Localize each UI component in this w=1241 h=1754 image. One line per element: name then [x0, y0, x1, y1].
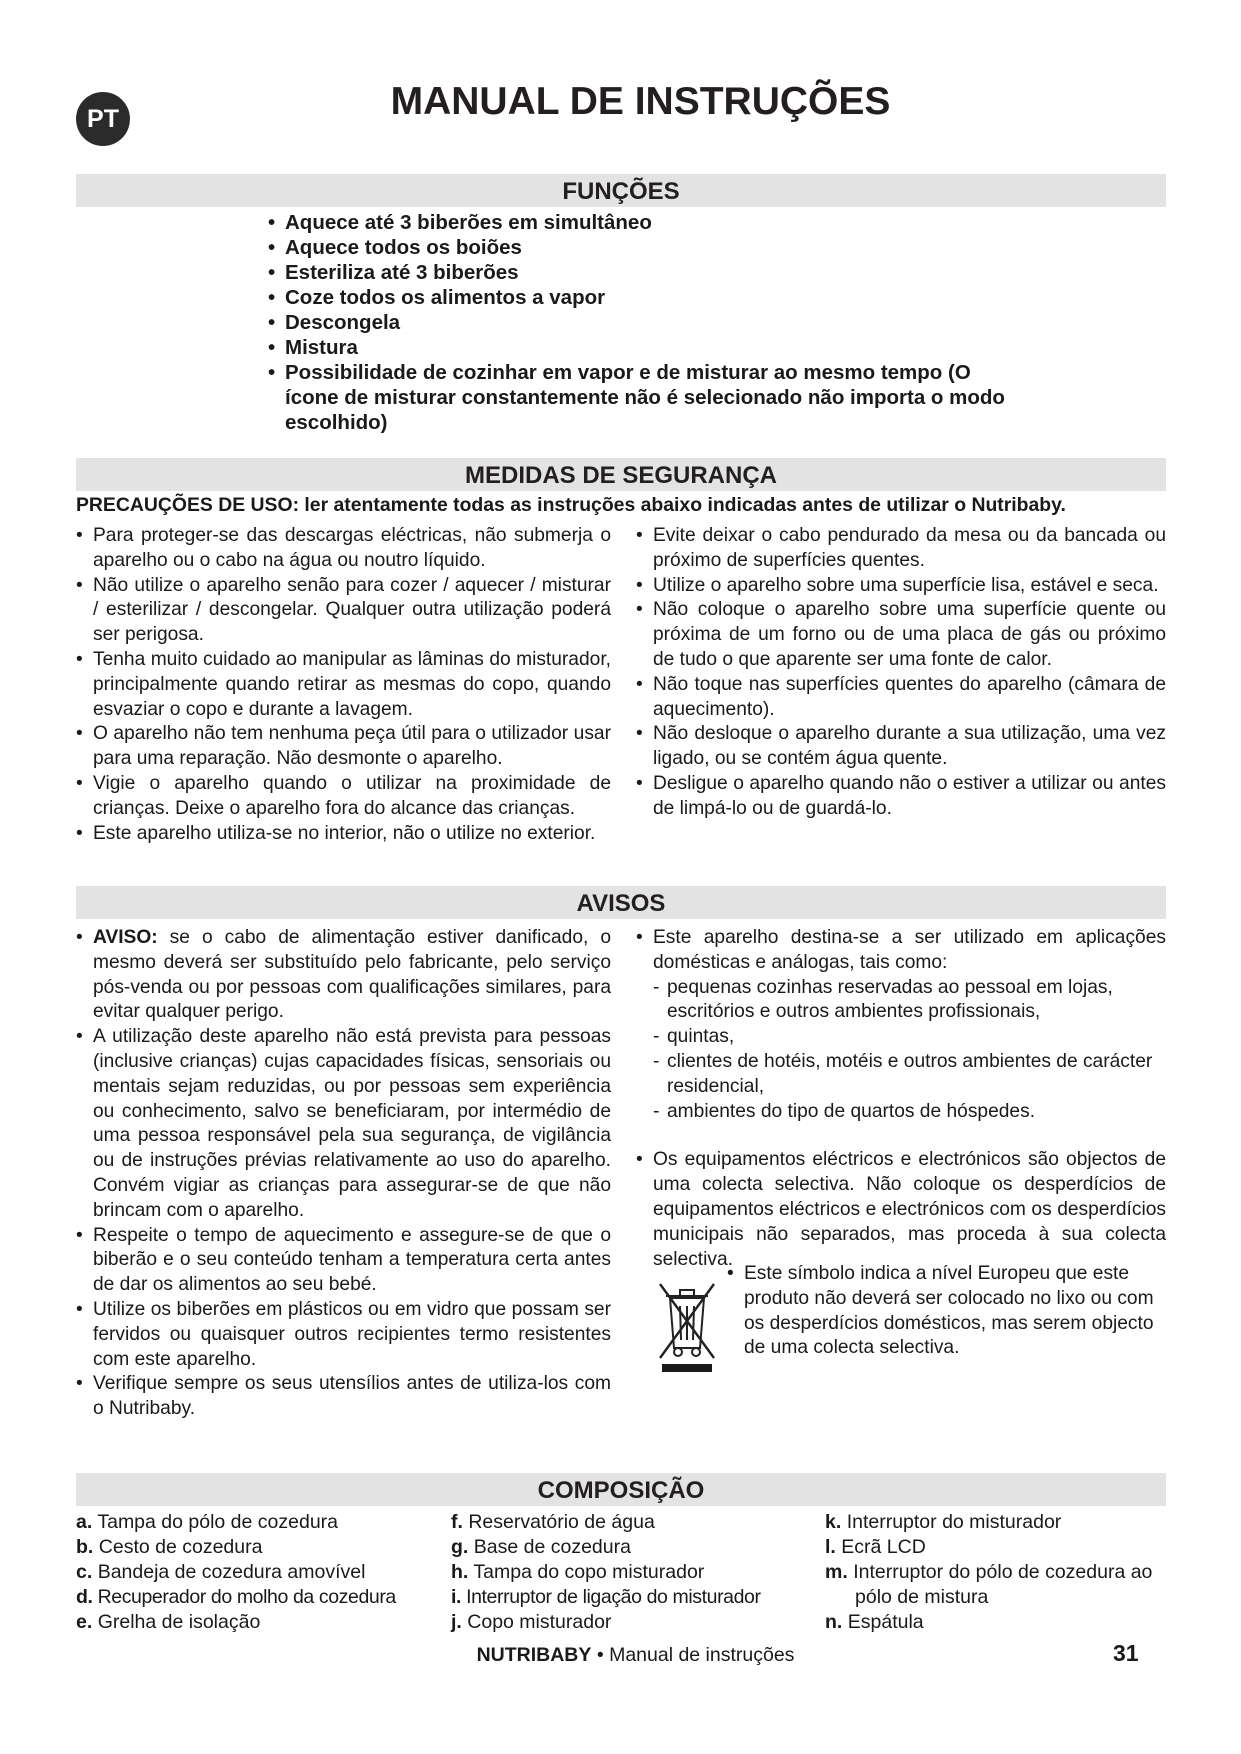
part-item: k. Interruptor do misturador: [825, 1511, 1062, 1533]
composicao-col-1: [76, 1510, 426, 1635]
section-heading-avisos: AVISOS: [76, 886, 1166, 919]
list-item: • Evite deixar o cabo pendurado da mesa ou da bancada ou próximo de superfícies quentes.: [636, 524, 1166, 574]
list-item: • Utilize os biberões em plásticos ou em vidro que possam ser fervidos ou quaisquer outros recipientes termo resistentes com este aparelho.: [76, 1298, 611, 1372]
list-item: • Tenha muito cuidado ao manipular as lâminas do misturador, principalmente quando retirar as mesmas do copo, quando esvaziar o copo e durante a lavagem.: [76, 648, 611, 722]
avisos-left-list: [76, 926, 611, 1422]
footer-brand: NUTRIBABY: [476, 1644, 592, 1666]
list-item: • Descongela: [268, 310, 1008, 335]
part-item: b. Cesto de cozedura: [76, 1536, 263, 1558]
composicao-col-2: [451, 1510, 806, 1635]
part-item: n. Espátula: [825, 1611, 924, 1633]
part-item: e. Grelha de isolação: [76, 1611, 261, 1633]
part-item: h. Tampa do copo misturador: [451, 1561, 705, 1583]
language-badge: PT: [76, 92, 130, 146]
weee-symbol-note: [727, 1262, 1167, 1361]
footer-separator: •: [591, 1644, 610, 1666]
dash-item: - clientes de hotéis, motéis e outros ambientes de carácter residencial,: [653, 1050, 1166, 1100]
avisos-right-list: [636, 926, 1166, 1272]
list-item: • Utilize o aparelho sobre uma superfície lisa, estável e seca.: [636, 574, 1166, 599]
page-footer: [0, 1644, 1241, 1667]
footer-text: Manual de instruções: [609, 1644, 795, 1666]
section-heading-composicao: COMPOSIÇÃO: [76, 1473, 1166, 1506]
dash-item: - pequenas cozinhas reservadas ao pessoal em lojas, escritórios e outros ambientes profissionais,: [653, 976, 1166, 1026]
list-item: • Não desloque o aparelho durante a sua utilização, uma vez ligado, ou se contém água quente.: [636, 722, 1166, 772]
list-item: • Não utilize o aparelho senão para cozer / aquecer / misturar / esterilizar / descongelar. Qualquer outra utilização poderá ser perigosa.: [76, 574, 611, 648]
list-item: • Esteriliza até 3 biberões: [268, 260, 1008, 285]
list-item: [636, 976, 1166, 1125]
funcoes-list: [268, 210, 1008, 435]
list-item: • Este aparelho utiliza-se no interior, não o utilize no exterior.: [76, 822, 611, 847]
list-item: [76, 926, 611, 1025]
list-item: • Este aparelho destina-se a ser utilizado em aplicações domésticas e análogas, tais como:: [636, 926, 1166, 976]
page-number: 31: [1113, 1640, 1139, 1666]
list-item: • Verifique sempre os seus utensílios antes de utiliza-los com o Nutribaby.: [76, 1372, 611, 1422]
list-item: • Respeite o tempo de aquecimento e assegure-se de que o biberão e o seu conteúdo tenham a temperatura certa antes de dar os alimentos ao seu bebé.: [76, 1224, 611, 1298]
precaucoes-intro: PRECAUÇÕES DE USO: ler atentamente todas as instruções abaixo indicadas antes de utilizar o Nutribaby.: [76, 494, 1066, 516]
seguranca-left-list: [76, 524, 611, 846]
seguranca-right-list: [636, 524, 1166, 822]
part-item: d. Recuperador do molho da cozedura: [76, 1586, 396, 1608]
aviso-text: se o cabo de alimentação estiver danificado, o mesmo deverá ser substituído pelo fabricante, pelo serviço pós-venda ou por pessoas com qualificações similares, para evitar qualquer perigo.: [93, 927, 611, 1023]
part-item: i. Interruptor de ligação do misturador: [451, 1586, 761, 1608]
list-item: • Este símbolo indica a nível Europeu que este produto não deverá ser colocado no lixo ou com os desperdícios domésticos, mas serem objecto de uma colecta selectiva.: [727, 1262, 1167, 1361]
section-heading-seguranca: MEDIDAS DE SEGURANÇA: [76, 458, 1166, 491]
dash-item: - quintas,: [653, 1025, 1166, 1050]
part-item: j. Copo misturador: [451, 1611, 612, 1633]
list-item: • A utilização deste aparelho não está prevista para pessoas (inclusive crianças) cujas capacidades físicas, sensoriais ou mentais sejam reduzidas, ou por pessoas sem experiência ou conhecimento, salvo se beneficiaram, por intermédio de uma pessoa responsável pela sua segurança, de vigilância ou de instruções prévias relativamente ao uso do aparelho. Convém vigiar as crianças para assegurar-se de que não brincam com o aparelho.: [76, 1025, 611, 1223]
list-item: • Não toque nas superfícies quentes do aparelho (câmara de aquecimento).: [636, 673, 1166, 723]
list-item: • Para proteger-se das descargas eléctricas, não submerja o aparelho ou o cabo na água ou noutro líquido.: [76, 524, 611, 574]
list-item: • Coze todos os alimentos a vapor: [268, 285, 1008, 310]
list-item: • Aquece até 3 biberões em simultâneo: [268, 210, 1008, 235]
list-item: • Não coloque o aparelho sobre uma superfície quente ou próxima de um forno ou de uma placa de gás ou próximo de tudo o que aparente ser uma fonte de calor.: [636, 598, 1166, 672]
composicao-col-3: [825, 1510, 1170, 1635]
list-item: • O aparelho não tem nenhuma peça útil para o utilizador usar para uma reparação. Não desmonte o aparelho.: [76, 722, 611, 772]
part-item: a. Tampa do pólo de cozedura: [76, 1511, 339, 1533]
list-item: • Mistura: [268, 335, 1008, 360]
dash-item: - ambientes do tipo de quartos de hóspedes.: [653, 1100, 1166, 1125]
part-item: f. Reservatório de água: [451, 1511, 655, 1533]
part-item: g. Base de cozedura: [451, 1536, 631, 1558]
list-item: • Desligue o aparelho quando não o estiver a utilizar ou antes de limpá-lo ou de guardá-lo.: [636, 772, 1166, 822]
list-item: • Possibilidade de cozinhar em vapor e de misturar ao mesmo tempo (O ícone de misturar constantemente não é selecionado não importa o modo escolhido): [268, 360, 1008, 435]
aviso-label: AVISO:: [93, 927, 158, 948]
list-item: • Os equipamentos eléctricos e electrónicos são objectos de uma colecta selectiva. Não coloque os desperdícios de equipamentos eléctricos e electrónicos com os desperdícios municipais não separados, mas proceda à sua colecta selectiva.: [636, 1148, 1166, 1272]
part-item: l. Ecrã LCD: [825, 1536, 926, 1558]
section-heading-funcoes: FUNÇÕES: [76, 174, 1166, 207]
list-item: • Aquece todos os boiões: [268, 235, 1008, 260]
part-item: m. Interruptor do pólo de cozedura ao pólo de mistura: [825, 1561, 1153, 1608]
page-title: MANUAL DE INSTRUÇÕES: [390, 80, 891, 123]
weee-bin-icon: [656, 1276, 718, 1372]
part-item: c. Bandeja de cozedura amovível: [76, 1561, 366, 1583]
list-item: • Vigie o aparelho quando o utilizar na proximidade de crianças. Deixe o aparelho fora do alcance das crianças.: [76, 772, 611, 822]
